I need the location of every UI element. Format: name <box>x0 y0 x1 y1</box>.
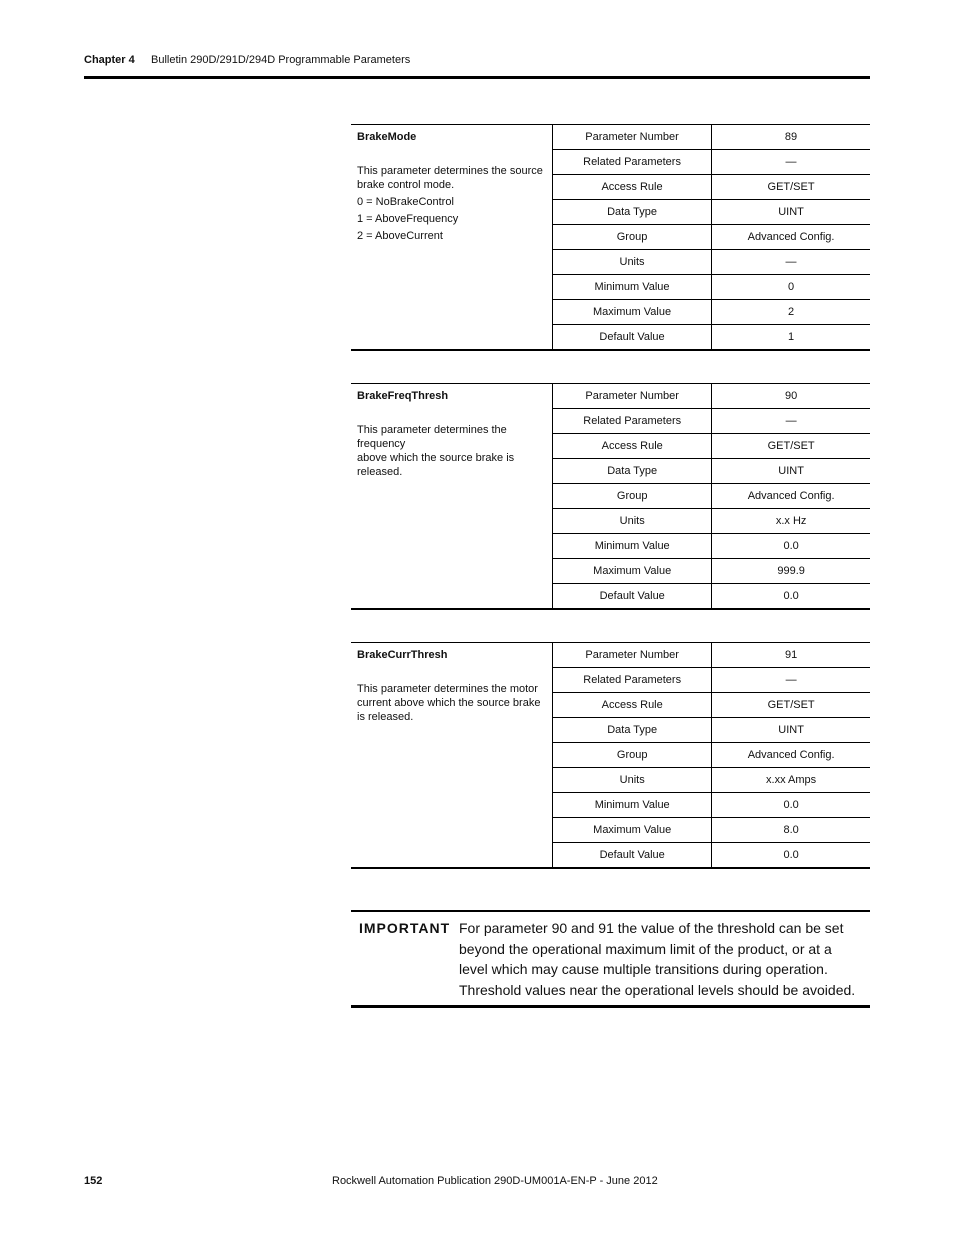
parameter-name: BrakeFreqThresh <box>357 390 449 402</box>
row-key: Group <box>553 484 712 509</box>
row-key: Related Parameters <box>552 150 711 175</box>
row-value: — <box>712 409 870 434</box>
row-key: Group <box>552 225 711 250</box>
row-key: Data Type <box>553 718 712 743</box>
parameter-table-brakecurrthresh <box>351 642 870 869</box>
row-value: GET/SET <box>712 693 870 718</box>
row-value: GET/SET <box>712 434 870 459</box>
row-value: 1 <box>787 331 795 343</box>
row-value: 0.0 <box>783 590 799 602</box>
parameter-table-brakefreqthresh <box>351 383 870 610</box>
description-line: 2 = AboveCurrent <box>357 230 443 242</box>
row-key: Parameter Number <box>553 384 712 409</box>
row-key: Units <box>553 768 712 793</box>
parameter-description <box>351 384 553 610</box>
row-key: Access Rule <box>553 434 712 459</box>
row-value: 0 <box>712 275 870 300</box>
row-value: UINT <box>712 200 870 225</box>
description-line: current above which the source brake <box>357 697 541 709</box>
row-value: 8.0 <box>712 818 870 843</box>
row-value: UINT <box>712 718 870 743</box>
row-key: Access Rule <box>553 693 712 718</box>
row-value: 2 <box>712 300 870 325</box>
row-value: — <box>712 668 870 693</box>
row-value: 999.9 <box>712 559 870 584</box>
row-key: Maximum Value <box>552 300 711 325</box>
row-key: Minimum Value <box>553 534 712 559</box>
row-value: x.xx Amps <box>712 768 870 793</box>
important-text: For parameter 90 and 91 the value of the threshold can be set beyond the operational maximum limit of the product, or at a level which may cause multiple transitions during operation. Threshold values near the operational levels should be avoided. <box>459 920 856 998</box>
row-key: Related Parameters <box>553 409 712 434</box>
row-key: Related Parameters <box>553 668 712 693</box>
row-key: Maximum Value <box>553 818 712 843</box>
important-note <box>351 910 870 1008</box>
header-title: Bulletin 290D/291D/294D Programmable Parameters <box>151 54 411 66</box>
row-value: 0.0 <box>712 534 870 559</box>
row-value: — <box>712 150 870 175</box>
row-key: Maximum Value <box>553 559 712 584</box>
parameter-name: BrakeMode <box>357 131 417 143</box>
parameter-description <box>351 125 552 351</box>
row-value: 0.0 <box>783 849 799 861</box>
row-key: Minimum Value <box>553 793 712 818</box>
description-line: 0 = NoBrakeControl <box>357 196 454 208</box>
row-value: 91 <box>712 643 870 668</box>
description-line: 1 = AboveFrequency <box>357 213 459 225</box>
row-value: Advanced Config. <box>712 225 870 250</box>
description-line: This parameter determines the motor <box>357 683 538 695</box>
row-key: Default Value <box>553 843 712 869</box>
publication-info: Rockwell Automation Publication 290D-UM001A-EN-P - June 2012 <box>332 1175 658 1187</box>
row-value: x.x Hz <box>712 509 870 534</box>
description-line: above which the source brake is released. <box>357 452 515 478</box>
row-value: Advanced Config. <box>712 743 870 768</box>
description-line: This parameter determines the frequency <box>357 424 507 450</box>
row-key: Minimum Value <box>552 275 711 300</box>
row-key: Group <box>553 743 712 768</box>
row-value: GET/SET <box>712 175 870 200</box>
row-value: — <box>712 250 870 275</box>
row-value: Advanced Config. <box>712 484 870 509</box>
description-line: is released. <box>357 711 414 723</box>
row-value: UINT <box>712 459 870 484</box>
row-key: Data Type <box>552 200 711 225</box>
description-line: brake control mode. <box>357 179 455 191</box>
row-key: Default Value <box>552 325 711 351</box>
row-key: Access Rule <box>552 175 711 200</box>
chapter-label: Chapter 4 <box>84 54 135 66</box>
row-key: Default Value <box>553 584 712 610</box>
row-key: Units <box>553 509 712 534</box>
parameter-name: BrakeCurrThresh <box>357 649 448 661</box>
row-value: 90 <box>712 384 870 409</box>
page-number: 152 <box>84 1175 103 1187</box>
row-key: Units <box>552 250 711 275</box>
row-value: 89 <box>712 125 870 150</box>
description-line: This parameter determines the source <box>357 165 543 177</box>
row-key: Parameter Number <box>553 643 712 668</box>
page-header <box>84 52 870 79</box>
parameter-table-brakemode <box>351 124 870 351</box>
row-key: Parameter Number <box>552 125 711 150</box>
row-value: 0.0 <box>712 793 870 818</box>
important-label: IMPORTANT <box>359 920 451 936</box>
parameter-description <box>351 643 553 869</box>
row-key: Data Type <box>553 459 712 484</box>
